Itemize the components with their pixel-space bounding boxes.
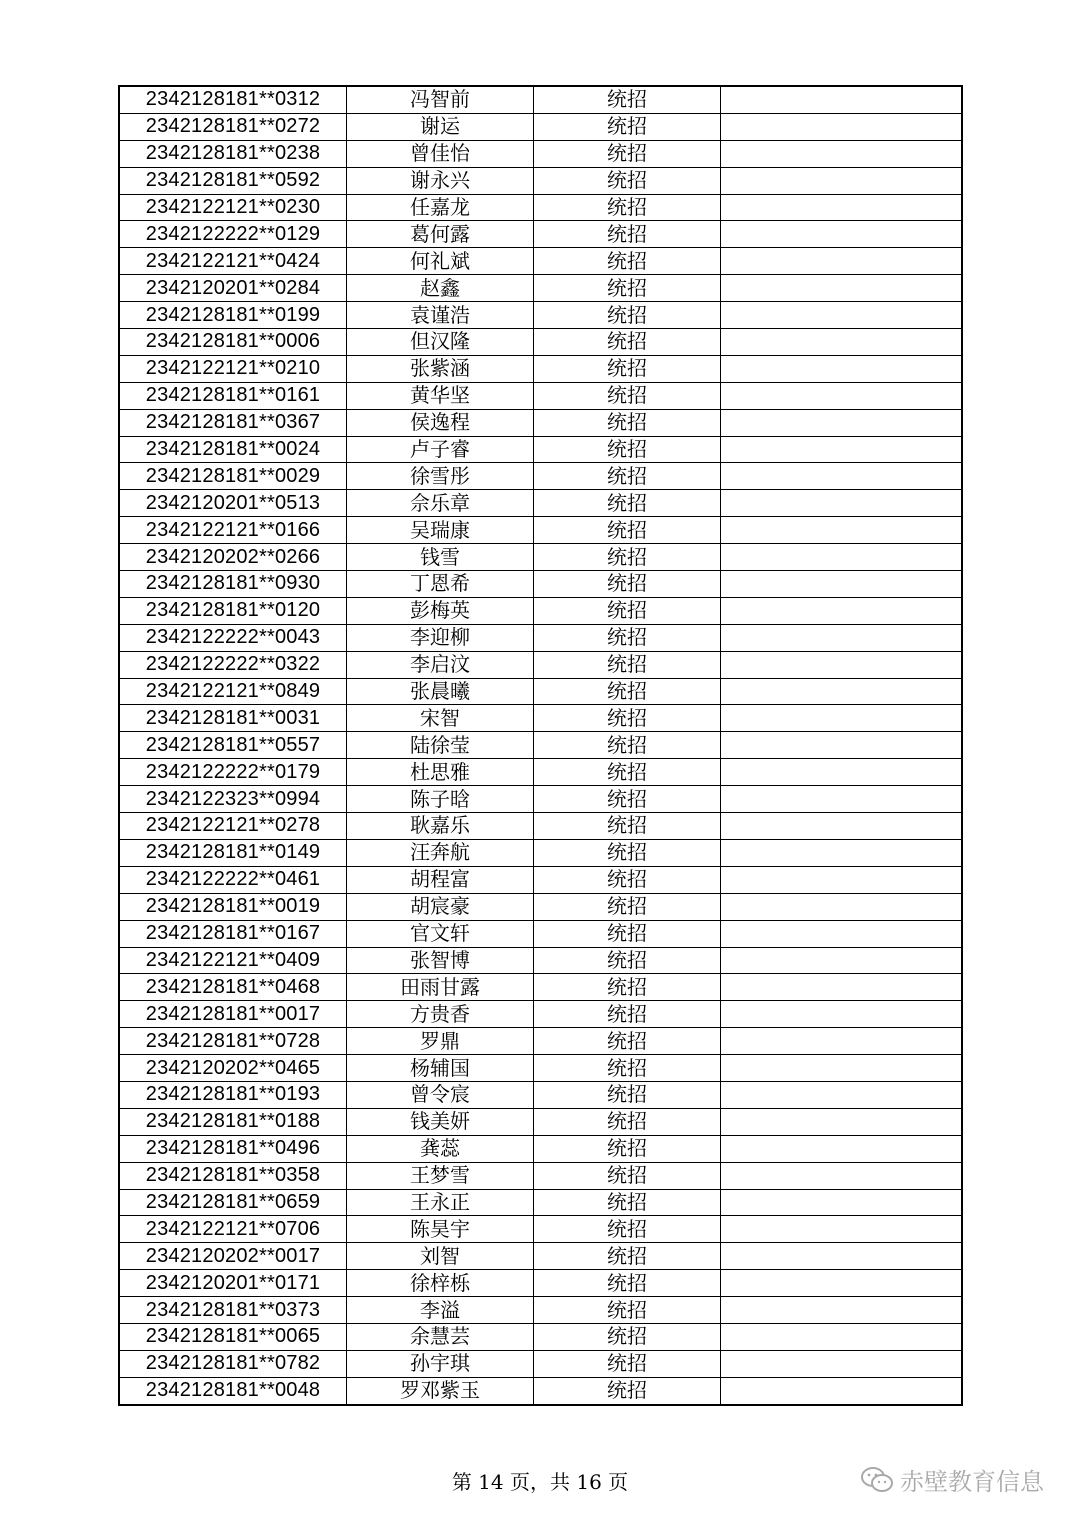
cell-note — [721, 705, 963, 732]
cell-note — [721, 1081, 963, 1108]
cell-student-name: 侯逸程 — [347, 409, 534, 436]
table-row — [119, 113, 962, 140]
cell-student-name: 胡宸豪 — [347, 893, 534, 920]
cell-admission-type: 统招 — [534, 436, 721, 463]
cell-exam-id: 2342122121**0706 — [119, 1216, 347, 1243]
cell-admission-type: 统招 — [534, 490, 721, 517]
cell-note — [721, 920, 963, 947]
cell-student-name: 陆徐莹 — [347, 732, 534, 759]
table-row — [119, 1081, 962, 1108]
table-row — [119, 1189, 962, 1216]
cell-note — [721, 839, 963, 866]
cell-student-name: 罗鼎 — [347, 1028, 534, 1055]
cell-exam-id: 2342128181**0019 — [119, 893, 347, 920]
cell-admission-type: 统招 — [534, 1055, 721, 1082]
cell-exam-id: 2342128181**0272 — [119, 113, 347, 140]
cell-note — [721, 678, 963, 705]
cell-exam-id: 2342128181**0367 — [119, 409, 347, 436]
table-row — [119, 1243, 962, 1270]
cell-note — [721, 1350, 963, 1377]
cell-exam-id: 2342120201**0513 — [119, 490, 347, 517]
cell-exam-id: 2342122323**0994 — [119, 786, 347, 813]
cell-admission-type: 统招 — [534, 1162, 721, 1189]
cell-admission-type: 统招 — [534, 1001, 721, 1028]
cell-admission-type: 统招 — [534, 947, 721, 974]
cell-admission-type: 统招 — [534, 409, 721, 436]
cell-student-name: 张紫涵 — [347, 355, 534, 382]
cell-exam-id: 2342128181**0193 — [119, 1081, 347, 1108]
cell-exam-id: 2342128181**0728 — [119, 1028, 347, 1055]
table-row — [119, 248, 962, 275]
cell-student-name: 李溢 — [347, 1297, 534, 1324]
cell-admission-type: 统招 — [534, 275, 721, 302]
cell-note — [721, 1162, 963, 1189]
cell-student-name: 袁谨浩 — [347, 302, 534, 329]
cell-student-name: 王梦雪 — [347, 1162, 534, 1189]
cell-admission-type: 统招 — [534, 1377, 721, 1404]
cell-student-name: 孙宇琪 — [347, 1350, 534, 1377]
cell-exam-id: 2342128181**0199 — [119, 302, 347, 329]
cell-note — [721, 947, 963, 974]
cell-student-name: 曾佳怡 — [347, 140, 534, 167]
cell-note — [721, 86, 963, 113]
cell-note — [721, 1323, 963, 1350]
cell-student-name: 龚蕊 — [347, 1135, 534, 1162]
cell-exam-id: 2342128181**0930 — [119, 571, 347, 598]
cell-note — [721, 1028, 963, 1055]
cell-exam-id: 2342122121**0409 — [119, 947, 347, 974]
cell-student-name: 官文轩 — [347, 920, 534, 947]
watermark-text: 赤壁教育信息 — [900, 1468, 1044, 1496]
cell-admission-type: 统招 — [534, 517, 721, 544]
table-row — [119, 140, 962, 167]
cell-student-name: 陈昊宇 — [347, 1216, 534, 1243]
cell-exam-id: 2342122121**0278 — [119, 813, 347, 840]
cell-exam-id: 2342128181**0496 — [119, 1135, 347, 1162]
cell-admission-type: 统招 — [534, 1216, 721, 1243]
cell-student-name: 余慧芸 — [347, 1323, 534, 1350]
roster-body — [119, 86, 962, 1405]
cell-admission-type: 统招 — [534, 678, 721, 705]
table-row — [119, 813, 962, 840]
cell-student-name: 丁恩希 — [347, 571, 534, 598]
cell-note — [721, 1297, 963, 1324]
cell-exam-id: 2342128181**0312 — [119, 86, 347, 113]
cell-note — [721, 1243, 963, 1270]
table-row — [119, 275, 962, 302]
cell-admission-type: 统招 — [534, 167, 721, 194]
cell-note — [721, 544, 963, 571]
cell-admission-type: 统招 — [534, 651, 721, 678]
cell-exam-id: 2342122121**0210 — [119, 355, 347, 382]
cell-admission-type: 统招 — [534, 1135, 721, 1162]
table-row — [119, 1108, 962, 1135]
cell-note — [721, 571, 963, 598]
cell-student-name: 吴瑞康 — [347, 517, 534, 544]
cell-exam-id: 2342120201**0171 — [119, 1270, 347, 1297]
cell-exam-id: 2342128181**0029 — [119, 463, 347, 490]
cell-note — [721, 1270, 963, 1297]
cell-student-name: 刘智 — [347, 1243, 534, 1270]
cell-exam-id: 2342128181**0188 — [119, 1108, 347, 1135]
cell-exam-id: 2342128181**0006 — [119, 329, 347, 356]
cell-exam-id: 2342128181**0065 — [119, 1323, 347, 1350]
cell-note — [721, 194, 963, 221]
cell-exam-id: 2342128181**0031 — [119, 705, 347, 732]
cell-note — [721, 140, 963, 167]
cell-exam-id: 2342122222**0461 — [119, 866, 347, 893]
table-row — [119, 759, 962, 786]
cell-admission-type: 统招 — [534, 463, 721, 490]
cell-student-name: 杨辅国 — [347, 1055, 534, 1082]
cell-exam-id: 2342128181**0358 — [119, 1162, 347, 1189]
cell-admission-type: 统招 — [534, 1189, 721, 1216]
cell-note — [721, 1216, 963, 1243]
cell-note — [721, 329, 963, 356]
cell-admission-type: 统招 — [534, 1323, 721, 1350]
cell-note — [721, 490, 963, 517]
cell-student-name: 赵鑫 — [347, 275, 534, 302]
cell-admission-type: 统招 — [534, 355, 721, 382]
cell-note — [721, 355, 963, 382]
table-row — [119, 1270, 962, 1297]
cell-student-name: 陈子晗 — [347, 786, 534, 813]
cell-student-name: 彭梅英 — [347, 597, 534, 624]
cell-note — [721, 866, 963, 893]
cell-student-name: 方贵香 — [347, 1001, 534, 1028]
table-row — [119, 947, 962, 974]
table-row — [119, 302, 962, 329]
cell-admission-type: 统招 — [534, 974, 721, 1001]
cell-exam-id: 2342128181**0468 — [119, 974, 347, 1001]
page-indicator: 第 14 页，共 16 页 — [451, 1470, 629, 1494]
cell-note — [721, 248, 963, 275]
cell-exam-id: 2342122222**0043 — [119, 624, 347, 651]
cell-student-name: 何礼斌 — [347, 248, 534, 275]
cell-admission-type: 统招 — [534, 221, 721, 248]
cell-admission-type: 统招 — [534, 382, 721, 409]
cell-exam-id: 2342122121**0849 — [119, 678, 347, 705]
cell-note — [721, 463, 963, 490]
cell-note — [721, 302, 963, 329]
table-row — [119, 1135, 962, 1162]
cell-student-name: 宋智 — [347, 705, 534, 732]
wechat-icon — [860, 1466, 894, 1494]
table-row — [119, 1350, 962, 1377]
cell-student-name: 罗邓紫玉 — [347, 1377, 534, 1404]
table-row — [119, 329, 962, 356]
cell-student-name: 徐梓栎 — [347, 1270, 534, 1297]
cell-note — [721, 1108, 963, 1135]
cell-note — [721, 167, 963, 194]
table-row — [119, 409, 962, 436]
cell-exam-id: 2342128181**0120 — [119, 597, 347, 624]
cell-student-name: 钱雪 — [347, 544, 534, 571]
table-row — [119, 624, 962, 651]
table-row — [119, 490, 962, 517]
cell-student-name: 王永正 — [347, 1189, 534, 1216]
cell-note — [721, 732, 963, 759]
cell-note — [721, 1055, 963, 1082]
table-row — [119, 167, 962, 194]
cell-exam-id: 2342128181**0592 — [119, 167, 347, 194]
cell-admission-type: 统招 — [534, 1297, 721, 1324]
cell-student-name: 任嘉龙 — [347, 194, 534, 221]
table-row — [119, 893, 962, 920]
table-row — [119, 544, 962, 571]
cell-exam-id: 2342120202**0465 — [119, 1055, 347, 1082]
cell-note — [721, 221, 963, 248]
cell-exam-id: 2342122222**0179 — [119, 759, 347, 786]
table-row — [119, 1377, 962, 1404]
cell-exam-id: 2342128181**0373 — [119, 1297, 347, 1324]
cell-admission-type: 统招 — [534, 86, 721, 113]
cell-admission-type: 统招 — [534, 571, 721, 598]
table-row — [119, 1055, 962, 1082]
cell-student-name: 张晨曦 — [347, 678, 534, 705]
cell-admission-type: 统招 — [534, 302, 721, 329]
table-row — [119, 678, 962, 705]
table-row — [119, 571, 962, 598]
cell-student-name: 胡程富 — [347, 866, 534, 893]
cell-admission-type: 统招 — [534, 624, 721, 651]
cell-note — [721, 436, 963, 463]
cell-admission-type: 统招 — [534, 839, 721, 866]
cell-note — [721, 786, 963, 813]
cell-student-name: 曾令宸 — [347, 1081, 534, 1108]
table-row — [119, 382, 962, 409]
cell-student-name: 冯智前 — [347, 86, 534, 113]
cell-note — [721, 651, 963, 678]
cell-student-name: 钱美妍 — [347, 1108, 534, 1135]
cell-exam-id: 2342122121**0424 — [119, 248, 347, 275]
cell-note — [721, 275, 963, 302]
table-row — [119, 1297, 962, 1324]
cell-admission-type: 统招 — [534, 759, 721, 786]
cell-exam-id: 2342122222**0322 — [119, 651, 347, 678]
cell-student-name: 张智博 — [347, 947, 534, 974]
cell-exam-id: 2342122222**0129 — [119, 221, 347, 248]
cell-exam-id: 2342120202**0017 — [119, 1243, 347, 1270]
roster-table — [118, 85, 963, 1406]
table-row — [119, 1323, 962, 1350]
cell-note — [721, 1189, 963, 1216]
cell-exam-id: 2342128181**0238 — [119, 140, 347, 167]
cell-admission-type: 统招 — [534, 1081, 721, 1108]
table-row — [119, 705, 962, 732]
table-row — [119, 1216, 962, 1243]
cell-admission-type: 统招 — [534, 1243, 721, 1270]
cell-note — [721, 1377, 963, 1404]
cell-admission-type: 统招 — [534, 329, 721, 356]
cell-admission-type: 统招 — [534, 920, 721, 947]
cell-exam-id: 2342120202**0266 — [119, 544, 347, 571]
table-row — [119, 920, 962, 947]
cell-exam-id: 2342128181**0024 — [119, 436, 347, 463]
cell-note — [721, 813, 963, 840]
cell-note — [721, 1001, 963, 1028]
cell-admission-type: 统招 — [534, 194, 721, 221]
table-row — [119, 1162, 962, 1189]
cell-note — [721, 893, 963, 920]
cell-admission-type: 统招 — [534, 140, 721, 167]
cell-note — [721, 409, 963, 436]
cell-exam-id: 2342128181**0167 — [119, 920, 347, 947]
cell-student-name: 耿嘉乐 — [347, 813, 534, 840]
table-row — [119, 355, 962, 382]
table-row — [119, 1028, 962, 1055]
cell-admission-type: 统招 — [534, 597, 721, 624]
cell-student-name: 徐雪彤 — [347, 463, 534, 490]
cell-student-name: 田雨甘露 — [347, 974, 534, 1001]
table-row — [119, 463, 962, 490]
cell-admission-type: 统招 — [534, 813, 721, 840]
table-row — [119, 86, 962, 113]
cell-student-name: 卢子睿 — [347, 436, 534, 463]
table-row — [119, 1001, 962, 1028]
table-row — [119, 866, 962, 893]
cell-admission-type: 统招 — [534, 1350, 721, 1377]
watermark — [860, 1462, 1044, 1497]
cell-student-name: 葛何露 — [347, 221, 534, 248]
cell-note — [721, 759, 963, 786]
cell-student-name: 佘乐章 — [347, 490, 534, 517]
cell-exam-id: 2342120201**0284 — [119, 275, 347, 302]
cell-admission-type: 统招 — [534, 893, 721, 920]
cell-exam-id: 2342128181**0557 — [119, 732, 347, 759]
cell-admission-type: 统招 — [534, 248, 721, 275]
cell-student-name: 谢运 — [347, 113, 534, 140]
cell-admission-type: 统招 — [534, 866, 721, 893]
table-row — [119, 597, 962, 624]
cell-exam-id: 2342128181**0659 — [119, 1189, 347, 1216]
cell-exam-id: 2342122121**0166 — [119, 517, 347, 544]
cell-admission-type: 统招 — [534, 1108, 721, 1135]
cell-note — [721, 597, 963, 624]
cell-note — [721, 113, 963, 140]
cell-admission-type: 统招 — [534, 1028, 721, 1055]
cell-admission-type: 统招 — [534, 732, 721, 759]
cell-admission-type: 统招 — [534, 544, 721, 571]
table-row — [119, 436, 962, 463]
table-row — [119, 732, 962, 759]
cell-student-name: 李迎柳 — [347, 624, 534, 651]
table-row — [119, 221, 962, 248]
cell-note — [721, 382, 963, 409]
cell-student-name: 但汉隆 — [347, 329, 534, 356]
cell-student-name: 李启汶 — [347, 651, 534, 678]
table-row — [119, 839, 962, 866]
cell-student-name: 杜思雅 — [347, 759, 534, 786]
cell-exam-id: 2342128181**0149 — [119, 839, 347, 866]
cell-note — [721, 624, 963, 651]
cell-student-name: 谢永兴 — [347, 167, 534, 194]
cell-note — [721, 517, 963, 544]
cell-student-name: 汪奔航 — [347, 839, 534, 866]
cell-student-name: 黄华坚 — [347, 382, 534, 409]
cell-exam-id: 2342128181**0017 — [119, 1001, 347, 1028]
cell-note — [721, 1135, 963, 1162]
table-row — [119, 517, 962, 544]
table-row — [119, 786, 962, 813]
table-row — [119, 651, 962, 678]
cell-note — [721, 974, 963, 1001]
cell-admission-type: 统招 — [534, 705, 721, 732]
table-row — [119, 974, 962, 1001]
cell-admission-type: 统招 — [534, 786, 721, 813]
cell-exam-id: 2342128181**0048 — [119, 1377, 347, 1404]
cell-admission-type: 统招 — [534, 113, 721, 140]
table-row — [119, 194, 962, 221]
cell-exam-id: 2342122121**0230 — [119, 194, 347, 221]
cell-admission-type: 统招 — [534, 1270, 721, 1297]
cell-exam-id: 2342128181**0782 — [119, 1350, 347, 1377]
cell-exam-id: 2342128181**0161 — [119, 382, 347, 409]
